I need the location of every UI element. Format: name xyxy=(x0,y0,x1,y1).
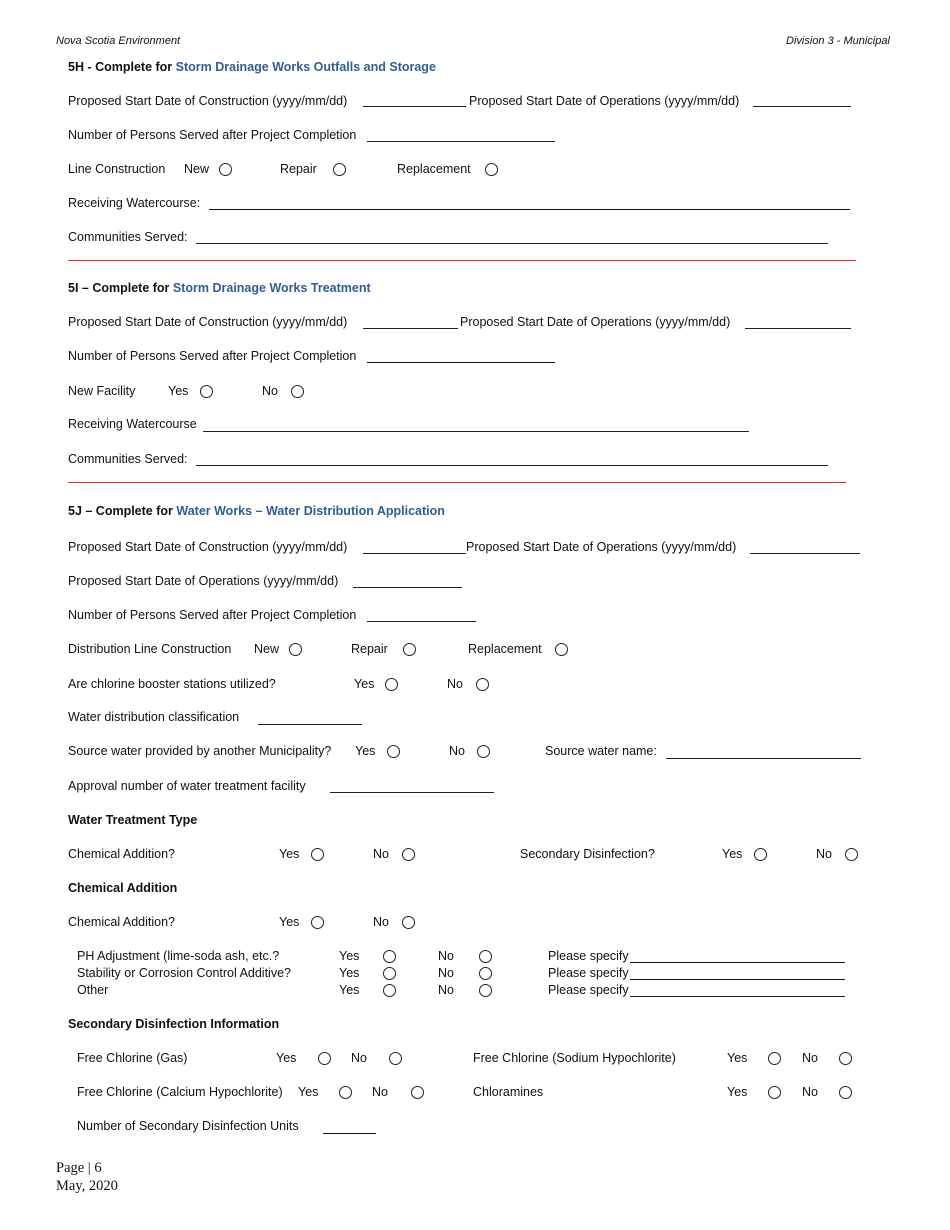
yes-option-label: Yes xyxy=(339,966,360,980)
no-option-label: No xyxy=(351,1051,367,1065)
persons-served-field[interactable] xyxy=(367,621,476,622)
section-5j-heading: 5J – Complete for Water Works – Water Distribution Application xyxy=(68,504,445,518)
ph-specify-field[interactable] xyxy=(630,962,845,963)
source-yes-radio[interactable] xyxy=(387,745,400,758)
no-radio[interactable] xyxy=(291,385,304,398)
receiving-watercourse-label: Receiving Watercourse: xyxy=(68,196,201,210)
chemical-addition-label-2: Chemical Addition? xyxy=(68,915,176,929)
operations-date-label: Proposed Start Date of Operations (yyyy/mm/dd) xyxy=(469,94,740,108)
calcium-no-radio[interactable] xyxy=(411,1086,424,1099)
source-water-label: Source water provided by another Municipality? xyxy=(68,744,332,758)
operations-date-label: Proposed Start Date of Operations (yyyy/mm/dd) xyxy=(466,540,737,554)
gas-yes-radio[interactable] xyxy=(318,1052,331,1065)
no-option-label: No xyxy=(438,949,454,963)
please-specify-label: Please specify xyxy=(548,983,629,997)
replacement-option-label: Replacement xyxy=(397,162,471,176)
classification-label: Water distribution classification xyxy=(68,710,240,724)
other-yes-radio[interactable] xyxy=(383,984,396,997)
construction-date-label: Proposed Start Date of Construction (yyyy/mm/dd) xyxy=(68,315,348,329)
yes-option-label: Yes xyxy=(279,847,300,861)
free-chlorine-calcium-label: Free Chlorine (Calcium Hypochlorite) xyxy=(77,1085,283,1099)
construction-date-field[interactable] xyxy=(363,106,466,107)
persons-served-field[interactable] xyxy=(367,141,555,142)
yes-option-label: Yes xyxy=(727,1085,748,1099)
new-radio[interactable] xyxy=(219,163,232,176)
yes-option-label: Yes xyxy=(298,1085,319,1099)
chloramines-yes-radio[interactable] xyxy=(768,1086,781,1099)
disinfection-units-field[interactable] xyxy=(323,1133,376,1134)
disinfection-units-label: Number of Secondary Disinfection Units xyxy=(77,1119,299,1133)
secdis-no-radio[interactable] xyxy=(845,848,858,861)
free-chlorine-sodium-label: Free Chlorine (Sodium Hypochlorite) xyxy=(473,1051,676,1065)
persons-served-field[interactable] xyxy=(367,362,555,363)
header-left: Nova Scotia Environment xyxy=(56,35,181,47)
communities-served-label: Communities Served: xyxy=(68,452,188,466)
repair-option-label: Repair xyxy=(351,642,388,656)
chloramines-label: Chloramines xyxy=(473,1085,544,1099)
section-5i-heading: 5I – Complete for Storm Drainage Works Treatment xyxy=(68,281,371,295)
new-option-label: New xyxy=(254,642,280,656)
page-number: Page | 6 xyxy=(56,1160,102,1176)
no-option-label: No xyxy=(373,847,389,861)
source-water-name-field[interactable] xyxy=(666,758,861,759)
chemical-addition-label: Chemical Addition? xyxy=(68,847,176,861)
construction-date-label: Proposed Start Date of Construction (yyyy/mm/dd) xyxy=(68,94,348,108)
receiving-watercourse-field[interactable] xyxy=(209,209,850,210)
other-no-radio[interactable] xyxy=(479,984,492,997)
communities-served-field[interactable] xyxy=(196,465,828,466)
yes-option-label: Yes xyxy=(276,1051,297,1065)
receiving-watercourse-field[interactable] xyxy=(203,431,749,432)
repair-option-label: Repair xyxy=(280,162,317,176)
no-option-label: No xyxy=(816,847,832,861)
no-option-label: No xyxy=(447,677,463,691)
no-option-label: No xyxy=(438,966,454,980)
replacement-radio[interactable] xyxy=(485,163,498,176)
section-5h-heading: 5H - Complete for Storm Drainage Works Outfalls and Storage xyxy=(68,60,436,74)
line-construction-label: Line Construction xyxy=(68,162,166,176)
corrosion-control-label: Stability or Corrosion Control Additive? xyxy=(77,966,291,980)
replacement-radio[interactable] xyxy=(555,643,568,656)
yes-option-label: Yes xyxy=(339,949,360,963)
ph-adjustment-label: PH Adjustment (lime-soda ash, etc.? xyxy=(77,949,280,963)
construction-date-label: Proposed Start Date of Construction (yyyy/mm/dd) xyxy=(68,540,348,554)
distribution-line-label: Distribution Line Construction xyxy=(68,642,232,656)
footer-date: May, 2020 xyxy=(56,1178,118,1194)
yes-option-label: Yes xyxy=(339,983,360,997)
secondary-disinfection-heading: Secondary Disinfection Information xyxy=(68,1017,280,1031)
corrosion-yes-radio[interactable] xyxy=(383,967,396,980)
gas-no-radio[interactable] xyxy=(389,1052,402,1065)
persons-served-label: Number of Persons Served after Project Completion xyxy=(68,349,357,363)
free-chlorine-gas-label: Free Chlorine (Gas) xyxy=(77,1051,188,1065)
operations-date-field[interactable] xyxy=(750,553,860,554)
communities-served-label: Communities Served: xyxy=(68,230,188,244)
chem-no-radio[interactable] xyxy=(402,848,415,861)
chlorine-yes-radio[interactable] xyxy=(385,678,398,691)
no-option-label: No xyxy=(438,983,454,997)
other-label: Other xyxy=(77,983,109,997)
no-option-label: No xyxy=(262,384,278,398)
yes-radio[interactable] xyxy=(200,385,213,398)
sodium-yes-radio[interactable] xyxy=(768,1052,781,1065)
yes-option-label: Yes xyxy=(722,847,743,861)
construction-date-field[interactable] xyxy=(363,328,458,329)
ph-yes-radio[interactable] xyxy=(383,950,396,963)
chlorine-no-radio[interactable] xyxy=(476,678,489,691)
new-radio[interactable] xyxy=(289,643,302,656)
persons-served-label: Number of Persons Served after Project Completion xyxy=(68,608,357,622)
construction-date-field[interactable] xyxy=(363,553,466,554)
corrosion-specify-field[interactable] xyxy=(630,979,845,980)
secdis-yes-radio[interactable] xyxy=(754,848,767,861)
section-divider xyxy=(68,260,856,261)
replacement-option-label: Replacement xyxy=(468,642,542,656)
repair-radio[interactable] xyxy=(403,643,416,656)
calcium-yes-radio[interactable] xyxy=(339,1086,352,1099)
chem2-no-radio[interactable] xyxy=(402,916,415,929)
operations-date-label-2: Proposed Start Date of Operations (yyyy/mm/dd) xyxy=(68,574,339,588)
no-option-label: No xyxy=(802,1051,818,1065)
source-water-name-label: Source water name: xyxy=(545,744,657,758)
secondary-disinfection-label: Secondary Disinfection? xyxy=(520,847,655,861)
yes-option-label: Yes xyxy=(727,1051,748,1065)
other-specify-field[interactable] xyxy=(630,996,845,997)
corrosion-no-radio[interactable] xyxy=(479,967,492,980)
no-option-label: No xyxy=(372,1085,388,1099)
operations-date-field[interactable] xyxy=(745,328,851,329)
header-right: Division 3 - Municipal xyxy=(786,35,890,47)
operations-date-field-2[interactable] xyxy=(353,587,462,588)
persons-served-label: Number of Persons Served after Project Completion xyxy=(68,128,357,142)
classification-field[interactable] xyxy=(258,724,362,725)
chem2-yes-radio[interactable] xyxy=(311,916,324,929)
please-specify-label: Please specify xyxy=(548,949,629,963)
yes-option-label: Yes xyxy=(354,677,375,691)
source-no-radio[interactable] xyxy=(477,745,490,758)
sodium-no-radio[interactable] xyxy=(839,1052,852,1065)
operations-date-field[interactable] xyxy=(753,106,851,107)
yes-option-label: Yes xyxy=(355,744,376,758)
chlorine-booster-label: Are chlorine booster stations utilized? xyxy=(68,677,276,691)
no-option-label: No xyxy=(802,1085,818,1099)
yes-option-label: Yes xyxy=(279,915,300,929)
repair-radio[interactable] xyxy=(333,163,346,176)
approval-number-label: Approval number of water treatment facility xyxy=(68,779,306,793)
water-treatment-type-heading: Water Treatment Type xyxy=(68,813,198,827)
chem-yes-radio[interactable] xyxy=(311,848,324,861)
ph-no-radio[interactable] xyxy=(479,950,492,963)
no-option-label: No xyxy=(373,915,389,929)
chloramines-no-radio[interactable] xyxy=(839,1086,852,1099)
new-option-label: New xyxy=(184,162,210,176)
section-divider xyxy=(68,482,846,483)
operations-date-label: Proposed Start Date of Operations (yyyy/mm/dd) xyxy=(460,315,731,329)
no-option-label: No xyxy=(449,744,465,758)
approval-number-field[interactable] xyxy=(330,792,494,793)
chemical-addition-heading: Chemical Addition xyxy=(68,881,178,895)
new-facility-label: New Facility xyxy=(68,384,136,398)
receiving-watercourse-label: Receiving Watercourse xyxy=(68,417,197,431)
yes-option-label: Yes xyxy=(168,384,189,398)
please-specify-label: Please specify xyxy=(548,966,629,980)
communities-served-field[interactable] xyxy=(196,243,828,244)
